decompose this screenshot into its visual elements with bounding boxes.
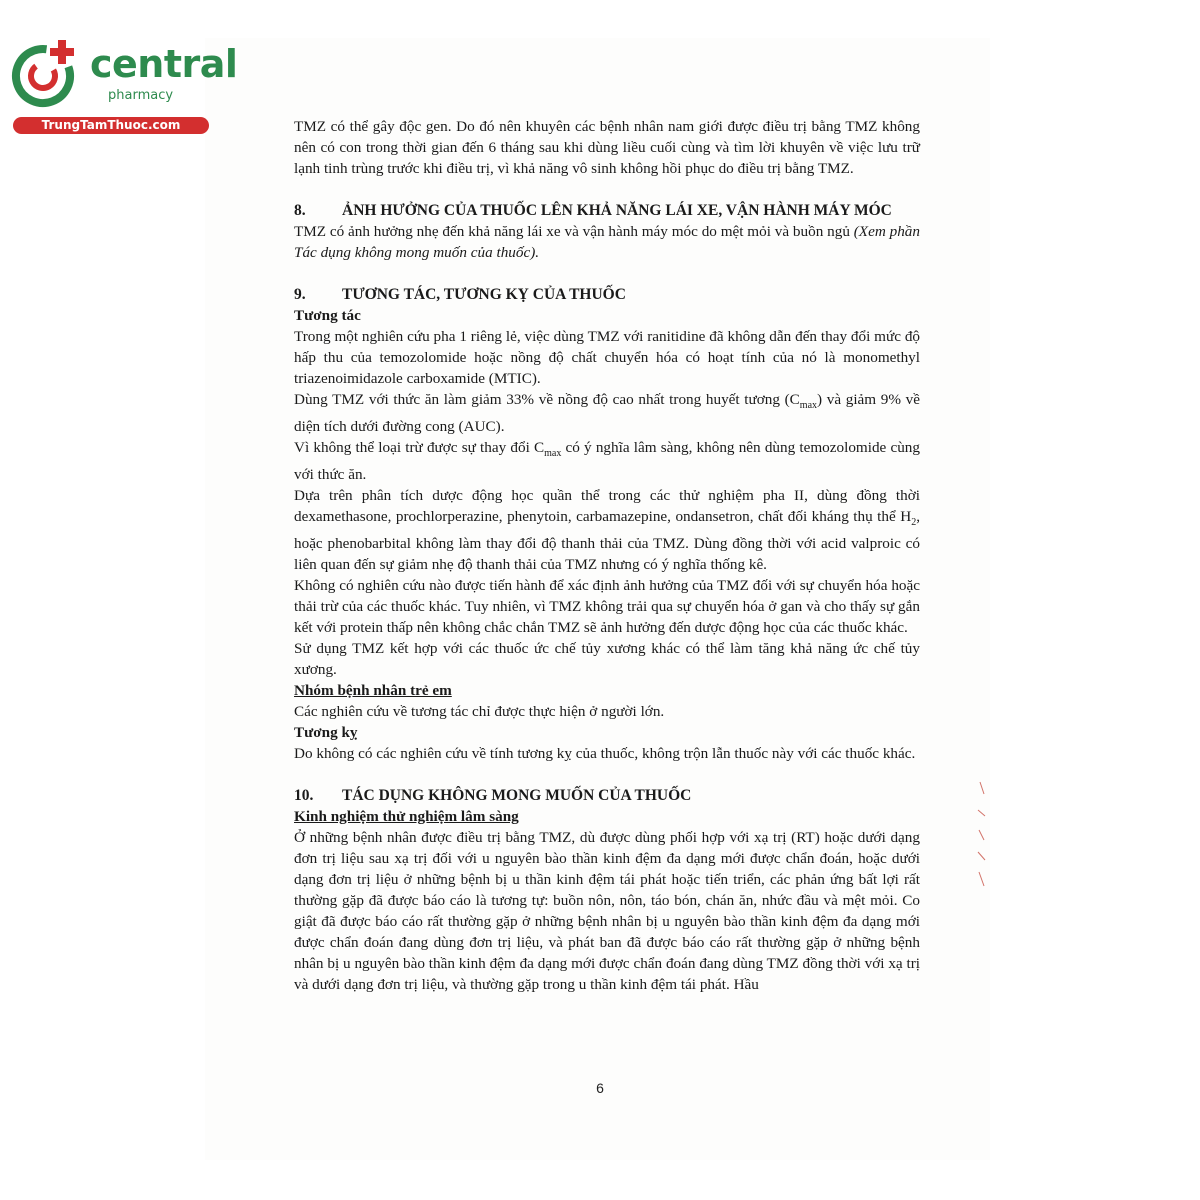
section-8-text bbox=[294, 221, 920, 263]
pharmacy-cross-icon bbox=[10, 38, 82, 110]
section-number: 9. bbox=[294, 286, 306, 303]
paragraph bbox=[294, 389, 920, 437]
brand-url: TrungTamThuoc.com bbox=[13, 117, 209, 134]
document-body bbox=[294, 116, 920, 995]
text-run: Vì không thể loại trừ được sự thay đổi C bbox=[294, 439, 545, 457]
section-title: TÁC DỤNG KHÔNG MONG MUỐN CỦA THUỐC bbox=[342, 787, 692, 805]
text-run: có ý nghĩa lâm sàng, không nên dùng temozolomide cùng với thức ăn. bbox=[294, 439, 920, 484]
brand-name: central bbox=[90, 42, 238, 86]
paragraph: Không có nghiên cứu nào được tiến hành để xác định ảnh hưởng của TMZ đối với sự chuyển hóa hoặc thải trừ của các thuốc khác. Tuy nhiên, vì TMZ không trải qua sự chuyển hóa ở gan và cho thấy sự gắn kết với protein thấp nên không chắc chắn TMZ sẽ ảnh hưởng đến dược động học của các thuốc khác. bbox=[294, 577, 920, 637]
paragraph: Do không có các nghiên cứu về tính tương kỵ của thuốc, không trộn lẫn thuốc này với các thuốc khác. bbox=[294, 745, 916, 763]
subheading-incompatibility: Tương kỵ bbox=[294, 724, 358, 742]
central-pharmacy-logo[interactable] bbox=[10, 38, 238, 138]
subheading-interactions: Tương tác bbox=[294, 307, 361, 324]
subheading-pediatric: Nhóm bệnh nhân trẻ em bbox=[294, 682, 452, 700]
section-title: TƯƠNG TÁC, TƯƠNG KỴ CỦA THUỐC bbox=[342, 286, 626, 303]
text-run: ) và giảm 9% về diện tích dưới đường cong (AUC). bbox=[294, 391, 920, 436]
paragraph: Ở những bệnh nhân được điều trị bằng TMZ, dù được dùng phối hợp với xạ trị (RT) hoặc dưới dạng đơn trị liệu sau xạ trị đối với u nguyên bào thần kinh đệm đa dạng mới được chẩn đoán, hoặc dưới dạng đơn trị liệu ở những bệnh bị u thần kinh đệm tái phát hoặc tiến triển, các phản ứng bất lợi rất thường gặp đã được báo cáo là tương tự: buồn nôn, nôn, táo bón, chán ăn, nhức đầu và mệt mỏi. Co giật đã được báo cáo rất thường gặp ở những bệnh nhân bị u nguyên bào thần kinh đệm đa dạng mới được chẩn đoán đang dùng đơn trị liệu, và phát ban đã được báo cáo rất thường gặp ở những bệnh nhân bị u nguyên bào thần kinh đệm đa dạng mới được chẩn đoán đang dùng TMZ đồng thời với xạ trị và dưới dạng đơn trị liệu, và thường gặp trong u thần kinh đệm tái phát. Hầu bbox=[294, 829, 920, 994]
text-run: Dựa trên phân tích dược động học quần thể trong các thử nghiệm pha II, dùng đồng thời dexamethasone, prochlorperazine, phenytoin, carbamazepine, ondansetron, chất đối kháng thụ thể H bbox=[294, 487, 920, 526]
section-9-heading bbox=[294, 284, 920, 305]
intro-paragraph: TMZ có thể gây độc gen. Do đó nên khuyên các bệnh nhân nam giới được điều trị bằng TMZ không nên có con trong thời gian đến 6 tháng sau khi dùng liều cuối cùng và tìm lời khuyên về việc lưu trữ lạnh tinh trùng trước khi điều trị, vì khả năng vô sinh không hồi phục do điều trị bằng TMZ. bbox=[294, 118, 920, 177]
subscript: max bbox=[544, 448, 562, 460]
paragraph: Trong một nghiên cứu pha 1 riêng lẻ, việc dùng TMZ với ranitidine đã không dẫn đến thay đổi mức độ hấp thu của temozolomide hoặc nồng độ chất chuyển hóa có hoạt tính của nó là monomethyl triazenoimidazole carboxamide (MTIC). bbox=[294, 328, 920, 387]
paragraph: Sử dụng TMZ kết hợp với các thuốc ức chế tủy xương khác có thể làm tăng khả năng ức chế tủy xương. bbox=[294, 640, 920, 679]
paragraph: Các nghiên cứu về tương tác chỉ được thực hiện ở người lớn. bbox=[294, 703, 665, 721]
red-stamp-mark bbox=[972, 780, 992, 890]
subscript: 2 bbox=[911, 517, 917, 529]
cross-reference: (Xem phần Tác dụng không mong muốn của thuốc). bbox=[294, 223, 920, 261]
text-run: , hoặc phenobarbital không làm thay đổi độ thanh thải của TMZ. Dùng đồng thời với acid valproic có liên quan đến sự giảm nhẹ độ thanh thải của TMZ nhưng có ý nghĩa thống kê. bbox=[294, 508, 920, 574]
section-10-heading bbox=[294, 785, 920, 806]
subheading-clinical-trials: Kinh nghiệm thử nghiệm lâm sàng bbox=[294, 808, 519, 826]
paragraph bbox=[294, 485, 920, 575]
brand-subtitle: pharmacy bbox=[108, 88, 174, 103]
text-run: TMZ có ảnh hưởng nhẹ đến khả năng lái xe và vận hành máy móc do mệt mỏi và buồn ngủ bbox=[294, 223, 850, 240]
section-title: ẢNH HƯỞNG CỦA THUỐC LÊN KHẢ NĂNG LÁI XE, VẬN HÀNH MÁY MÓC bbox=[342, 202, 892, 219]
page-number: 6 bbox=[596, 1080, 604, 1096]
section-8-heading bbox=[294, 200, 920, 221]
subscript: max bbox=[799, 400, 818, 412]
section-number: 10. bbox=[294, 787, 314, 805]
text-run: Dùng TMZ với thức ăn làm giảm 33% về nồng độ cao nhất trong huyết tương (C bbox=[294, 391, 800, 408]
paragraph bbox=[294, 437, 920, 485]
section-number: 8. bbox=[294, 202, 306, 219]
